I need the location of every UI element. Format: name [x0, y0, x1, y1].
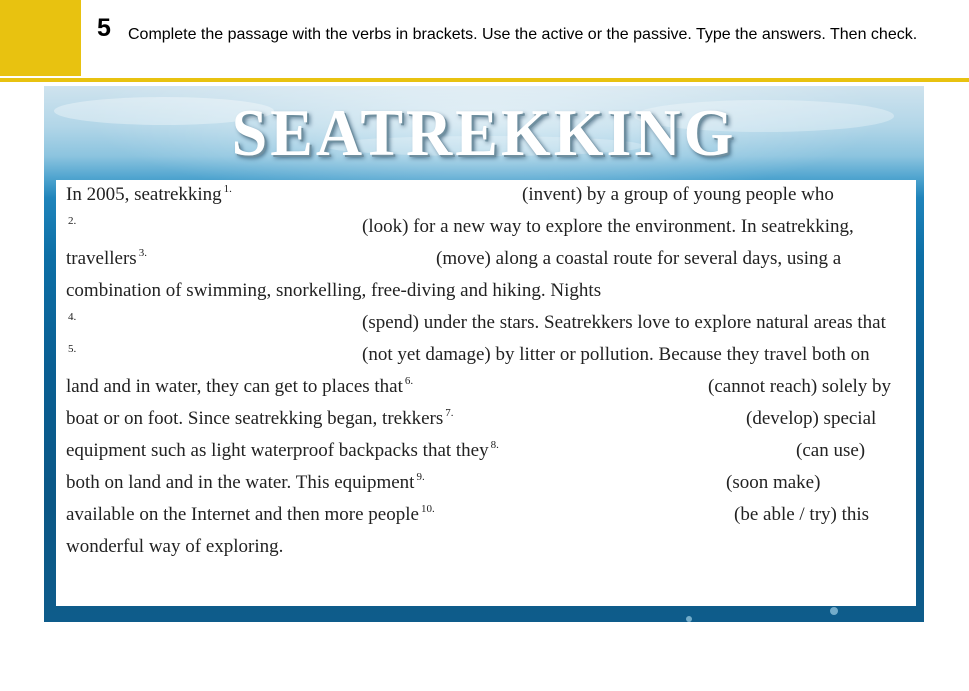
passage-line: [66, 340, 906, 372]
passage-text: equipment such as light waterproof backpacks that they: [66, 440, 489, 461]
gap-number: 10.: [420, 503, 435, 515]
exercise-instruction: Complete the passage with the verbs in brackets. Use the active or the passive. Type the answers. Then check.: [128, 26, 918, 43]
gap-number: 8.: [490, 439, 499, 451]
passage-line: [66, 276, 906, 308]
passage-title: SEATREKKING: [231, 95, 737, 170]
gap-number: 4.: [68, 311, 77, 323]
verb-prompt: (be able / try) this: [734, 504, 870, 525]
passage-line: [66, 404, 906, 436]
verb-prompt: (invent) by a group of young people who: [522, 184, 834, 205]
passage-text: In 2005, seatrekking: [66, 184, 222, 205]
passage-text: both on land and in the water. This equipment: [66, 472, 415, 493]
exercise-number: 5: [97, 14, 111, 42]
gap-number: 7.: [445, 407, 454, 419]
passage-text: boat or on foot. Since seatrekking began, trekkers: [66, 408, 444, 429]
verb-prompt: (not yet damage) by litter or pollution. Because they travel both on: [362, 344, 870, 365]
verb-prompt: (spend) under the stars. Seatrekkers love to explore natural areas that: [362, 312, 886, 333]
passage-line: [66, 436, 906, 468]
gap-number: 6.: [404, 375, 414, 387]
gap-number: 2.: [68, 215, 77, 227]
passage-text: wonderful way of exploring.: [66, 536, 284, 557]
gap-number: 9.: [416, 471, 425, 483]
verb-prompt: (can use): [796, 440, 866, 461]
passage-line: [66, 180, 906, 212]
passage-line: [66, 244, 906, 276]
passage-line: [66, 500, 906, 532]
gap-number: 5.: [68, 343, 77, 355]
gap-number: 3.: [138, 247, 147, 259]
verb-prompt: (move) along a coastal route for several days, using a: [436, 248, 842, 269]
verb-prompt: (soon make): [726, 472, 821, 493]
passage-text: travellers: [66, 248, 137, 269]
passage-text: available on the Internet and then more people: [66, 504, 419, 525]
passage-text: combination of swimming, snorkelling, free-diving and hiking. Nights: [66, 280, 602, 301]
verb-prompt: (develop) special: [746, 408, 877, 429]
passage-line: [66, 212, 906, 244]
header-divider: [0, 78, 969, 82]
accent-block: [0, 0, 81, 76]
passage-line: [66, 532, 906, 564]
passage-box: [56, 180, 916, 606]
passage-line: [66, 372, 906, 404]
passage-line: [66, 468, 906, 500]
verb-prompt: (cannot reach) solely by: [708, 376, 892, 397]
gap-number: 1.: [223, 183, 232, 195]
passage-line: [66, 308, 906, 340]
verb-prompt: (look) for a new way to explore the environment. In seatrekking,: [362, 216, 854, 237]
passage-text: land and in water, they can get to places that: [66, 376, 403, 397]
